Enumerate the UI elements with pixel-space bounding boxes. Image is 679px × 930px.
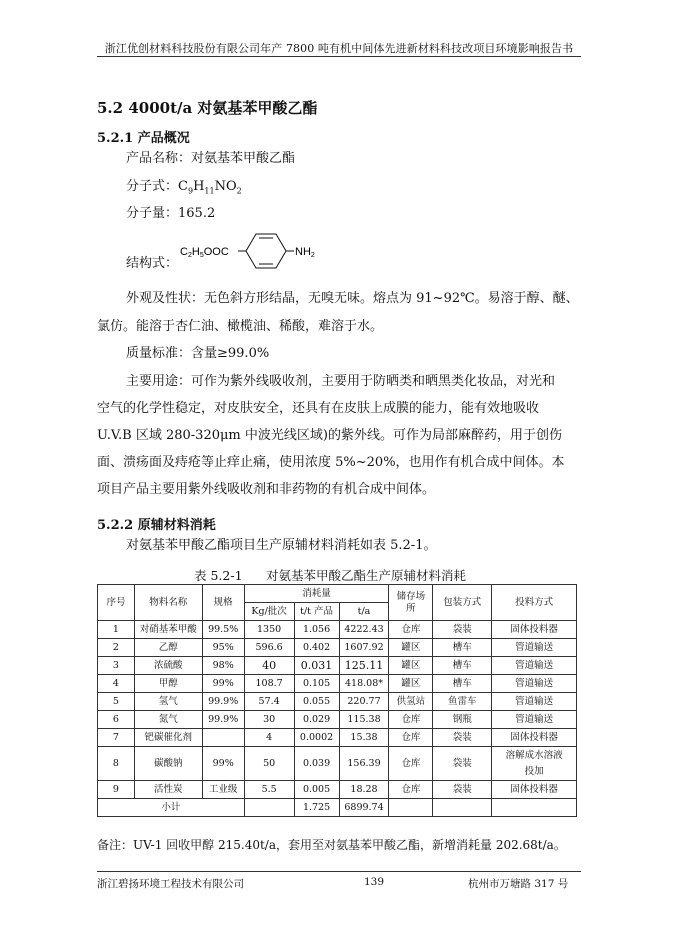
cell-tt: 0.005 bbox=[294, 781, 339, 799]
cell-tt: 0.031 bbox=[294, 657, 339, 675]
cell-name: 甲醇 bbox=[134, 675, 202, 693]
table-row bbox=[98, 747, 577, 781]
cell-store: 仓库 bbox=[389, 729, 433, 747]
table-row bbox=[98, 729, 577, 747]
cell-ta: 18.28 bbox=[339, 781, 389, 799]
cell-spec: 95% bbox=[202, 639, 244, 657]
cell-store: 供氢站 bbox=[389, 693, 433, 711]
properties-line-1: 外观及性状：无色斜方形结晶，无嗅无味。熔点为 91~92℃。易溶于醇、醚、 bbox=[126, 291, 579, 306]
cell-pack: 槽车 bbox=[433, 675, 492, 693]
th-consumption: 消耗量 bbox=[244, 585, 389, 603]
cell-tt: 0.055 bbox=[294, 693, 339, 711]
cell-spec: 99.5% bbox=[202, 621, 244, 639]
th-storage bbox=[389, 585, 433, 621]
cell-feed: 管道输送 bbox=[492, 675, 577, 693]
cell-feed: 固体投料器 bbox=[492, 781, 577, 799]
cell-no: 7 bbox=[98, 729, 135, 747]
usage-line-4: 面、溃疡面及痔疮等止痒止痛，使用浓度 5%~20%，也用作有机合成中间体。本 bbox=[97, 455, 565, 470]
cell-pack: 袋装 bbox=[433, 747, 492, 781]
molecular-weight: 分子量：165.2 bbox=[126, 206, 216, 221]
cell-tt: 0.0002 bbox=[294, 729, 339, 747]
table-row bbox=[98, 781, 577, 799]
cell-spec: 99% bbox=[202, 747, 244, 781]
cell-no: 2 bbox=[98, 639, 135, 657]
cell-ta: 1607.92 bbox=[339, 639, 389, 657]
cell-name: 浓硫酸 bbox=[134, 657, 202, 675]
formula-label: 分子式： bbox=[126, 179, 179, 194]
cell-store: 仓库 bbox=[389, 781, 433, 799]
usage-line-3: U.V.B 区域 280-320μm 中波光线区域)的紫外线。可作为局部麻醉药，用于创伤 bbox=[97, 428, 562, 443]
cell-pack: 钢瓶 bbox=[433, 711, 492, 729]
footer-address: 杭州市万塘路 317 号 bbox=[468, 878, 569, 890]
cell-ta: 156.39 bbox=[339, 747, 389, 781]
cell-kg: 40 bbox=[244, 657, 294, 675]
th-name: 物料名称 bbox=[134, 585, 202, 621]
cell-store: 罐区 bbox=[389, 675, 433, 693]
product-name: 产品名称：对氨基苯甲酸乙酯 bbox=[126, 151, 296, 166]
formula-o-sub: 2 bbox=[236, 186, 242, 196]
th-spec: 规格 bbox=[202, 585, 244, 621]
th-tt: t/t 产品 bbox=[294, 603, 339, 621]
table-row bbox=[98, 711, 577, 729]
cell-tt: 0.039 bbox=[294, 747, 339, 781]
th-kg: Kg/批次 bbox=[244, 603, 294, 621]
struct-ester-group: C2H5OOC bbox=[180, 246, 229, 259]
cell-tt: 0.029 bbox=[294, 711, 339, 729]
cell-no: 4 bbox=[98, 675, 135, 693]
cell-tt: 1.056 bbox=[294, 621, 339, 639]
materials-intro: 对氨基苯甲酸乙酯项目生产原辅材料消耗如表 5.2-1。 bbox=[126, 538, 437, 553]
table-row bbox=[98, 639, 577, 657]
cell-spec: 99.9% bbox=[202, 711, 244, 729]
cell-spec: 工业级 bbox=[202, 781, 244, 799]
cell-name: 碳酸钠 bbox=[134, 747, 202, 781]
cell-store: 仓库 bbox=[389, 747, 433, 781]
cell-kg: 5.5 bbox=[244, 781, 294, 799]
formula-h: H bbox=[193, 179, 205, 194]
cell-feed: 固体投料器 bbox=[492, 621, 577, 639]
benzene-ring bbox=[246, 234, 286, 268]
cell-ta: 418.08* bbox=[339, 675, 389, 693]
cell-no: 5 bbox=[98, 693, 135, 711]
table-title: 对氨基苯甲酸乙酯生产原辅材料消耗 bbox=[266, 568, 467, 583]
cell-name: 钯碳催化剂 bbox=[134, 729, 202, 747]
cell-ta: 220.77 bbox=[339, 693, 389, 711]
cell-feed: 固体投料器 bbox=[492, 729, 577, 747]
cell-feed: 管道输送 bbox=[492, 711, 577, 729]
cell-pack: 鱼雷车 bbox=[433, 693, 492, 711]
cell-spec: 99% bbox=[202, 675, 244, 693]
cell-tt: 0.402 bbox=[294, 639, 339, 657]
cell-store: 仓库 bbox=[389, 711, 433, 729]
subtotal-tt: 1.725 bbox=[294, 799, 339, 817]
cell-no: 9 bbox=[98, 781, 135, 799]
cell-store: 罐区 bbox=[389, 657, 433, 675]
table-row bbox=[98, 621, 577, 639]
footer-company: 浙江碧扬环境工程技术有限公司 bbox=[97, 878, 244, 890]
molecular-formula bbox=[126, 174, 242, 205]
cell-spec: 98% bbox=[202, 657, 244, 675]
cell-ta: 15.38 bbox=[339, 729, 389, 747]
th-ta: t/a bbox=[339, 603, 389, 621]
cell-no: 1 bbox=[98, 621, 135, 639]
usage-line-2: 空气的化学性稳定，对皮肤安全，还具有在皮肤上成膜的能力，能有效地吸收 bbox=[97, 401, 540, 416]
cell-name: 乙醇 bbox=[134, 639, 202, 657]
formula-rest: NO bbox=[214, 179, 237, 194]
cell-no: 3 bbox=[98, 657, 135, 675]
table-note: 备注：UV-1 回收甲醇 215.40t/a，套用至对氨基苯甲酸乙酯，新增消耗量 202.68t/a。 bbox=[97, 838, 566, 852]
header-rule bbox=[97, 56, 581, 57]
cell-no: 8 bbox=[98, 747, 135, 781]
structure-label: 结构式： bbox=[126, 256, 179, 271]
cell-name: 氮气 bbox=[134, 711, 202, 729]
th-storage-line-1: 储存场 bbox=[396, 590, 426, 602]
cell-pack: 槽车 bbox=[433, 639, 492, 657]
footer-rule bbox=[97, 871, 581, 872]
materials-table bbox=[97, 584, 577, 817]
subsection-title-overview: 5.2.1 产品概况 bbox=[97, 131, 190, 146]
cell-kg: 596.6 bbox=[244, 639, 294, 657]
cell-no: 6 bbox=[98, 711, 135, 729]
table-header-row bbox=[98, 585, 577, 603]
cell-pack: 袋装 bbox=[433, 781, 492, 799]
cell-name: 活性炭 bbox=[134, 781, 202, 799]
formula-c: C bbox=[178, 179, 188, 194]
cell-ta: 125.11 bbox=[339, 657, 389, 675]
subtotal-empty-pack bbox=[433, 799, 492, 817]
usage-line-1: 主要用途：可作为紫外线吸收剂，主要用于防晒类和晒黑类化妆品，对光和 bbox=[126, 374, 556, 389]
cell-name: 对硝基苯甲酸 bbox=[134, 621, 202, 639]
cell-pack: 槽车 bbox=[433, 657, 492, 675]
subtotal-empty-store bbox=[389, 799, 433, 817]
table-row bbox=[98, 657, 577, 675]
th-no: 序号 bbox=[98, 585, 135, 621]
cell-pack: 袋装 bbox=[433, 729, 492, 747]
cell-ta: 115.38 bbox=[339, 711, 389, 729]
cell-store: 罐区 bbox=[389, 639, 433, 657]
page-header: 浙江优创材料科技股份有限公司年产 7800 吨有机中间体先进新材料科技改项目环境影响报告书 bbox=[104, 42, 574, 55]
th-feed: 投料方式 bbox=[492, 585, 577, 621]
cell-spec bbox=[202, 729, 244, 747]
usage-line-5: 项目产品主要用紫外线吸收剂和非药物的有机合成中间体。 bbox=[97, 482, 436, 497]
cell-store: 仓库 bbox=[389, 621, 433, 639]
quality-standard: 质量标准：含量≥99.0% bbox=[126, 346, 270, 361]
table-row bbox=[98, 675, 577, 693]
cell-feed: 管道输送 bbox=[492, 693, 577, 711]
table-number: 表 5.2-1 bbox=[194, 568, 243, 583]
table-row bbox=[98, 693, 577, 711]
cell-kg: 4 bbox=[244, 729, 294, 747]
cell-spec: 99.9% bbox=[202, 693, 244, 711]
cell-feed-line-1: 溶解成水溶液 bbox=[505, 749, 563, 761]
page-number: 139 bbox=[364, 876, 385, 888]
cell-pack: 袋装 bbox=[433, 621, 492, 639]
cell-kg: 57.4 bbox=[244, 693, 294, 711]
cell-feed: 管道输送 bbox=[492, 657, 577, 675]
structural-formula bbox=[180, 230, 330, 274]
cell-kg: 50 bbox=[244, 747, 294, 781]
cell-feed-line-2: 投加 bbox=[524, 765, 544, 777]
cell-ta: 4222.43 bbox=[339, 621, 389, 639]
subtotal-label: 小计 bbox=[98, 799, 245, 817]
subtotal-empty-feed bbox=[492, 799, 577, 817]
th-storage-line-2: 所 bbox=[406, 602, 416, 614]
cell-tt: 0.105 bbox=[294, 675, 339, 693]
properties-line-2: 氯仿。能溶于杏仁油、橄榄油、稀酸，难溶于水。 bbox=[97, 319, 384, 334]
th-pack: 包装方式 bbox=[433, 585, 492, 621]
subtotal-ta: 6899.74 bbox=[339, 799, 389, 817]
formula-h-sub: 11 bbox=[204, 186, 215, 196]
cell-feed: 管道输送 bbox=[492, 639, 577, 657]
cell-kg: 1350 bbox=[244, 621, 294, 639]
subtotal-row bbox=[98, 799, 577, 817]
formula-c-sub: 9 bbox=[187, 186, 194, 196]
subsection-title-materials: 5.2.2 原辅材料消耗 bbox=[97, 518, 216, 533]
cell-kg: 108.7 bbox=[244, 675, 294, 693]
cell-name: 氢气 bbox=[134, 693, 202, 711]
cell-feed bbox=[492, 747, 577, 781]
cell-kg: 30 bbox=[244, 711, 294, 729]
subtotal-kg bbox=[244, 799, 294, 817]
struct-amine-group: NH2 bbox=[295, 246, 315, 259]
section-title: 5.2 4000t/a 对氨基苯甲酸乙酯 bbox=[97, 99, 318, 117]
